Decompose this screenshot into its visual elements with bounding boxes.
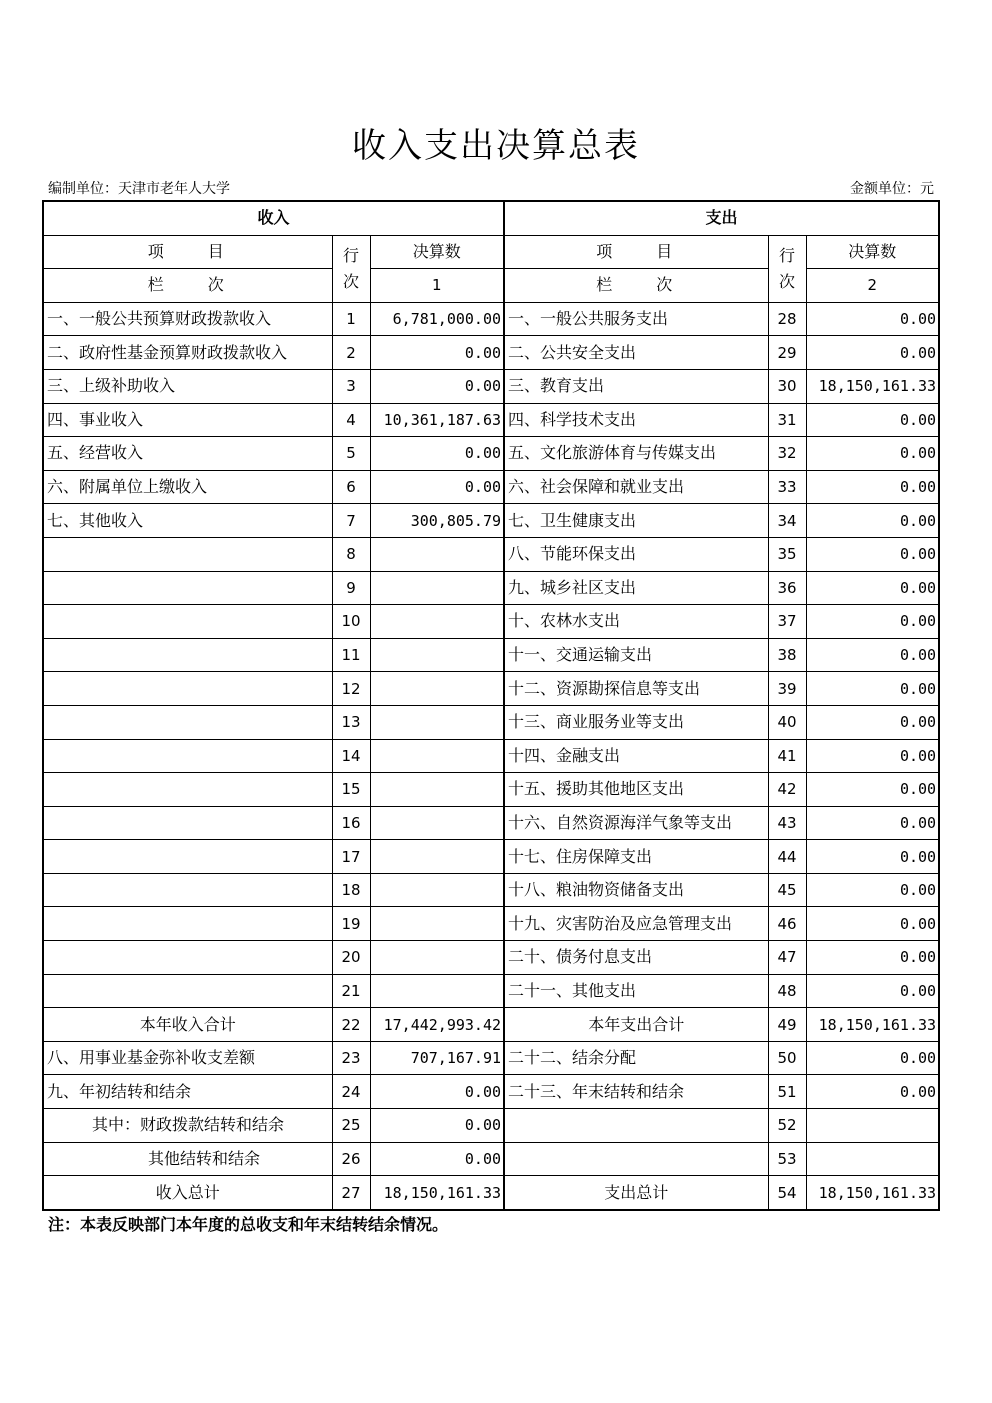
income-amount xyxy=(370,974,504,1008)
expense-item-name: 二十一、其他支出 xyxy=(504,974,768,1008)
income-line-number: 22 xyxy=(332,1008,370,1042)
expense-line-number: 52 xyxy=(768,1109,806,1143)
expense-amount: 0.00 xyxy=(806,302,939,336)
expense-amount: 0.00 xyxy=(806,638,939,672)
table-row xyxy=(43,806,939,840)
income-amount: 300,805.79 xyxy=(370,504,504,538)
expense-line-number: 48 xyxy=(768,974,806,1008)
income-line-number: 14 xyxy=(332,739,370,773)
expense-item-name: 二十、债务付息支出 xyxy=(504,941,768,975)
expense-line-number: 47 xyxy=(768,941,806,975)
income-amount-header: 决算数 xyxy=(370,235,504,269)
income-item-name xyxy=(43,806,332,840)
income-item-name xyxy=(43,773,332,807)
table-row xyxy=(43,1041,939,1075)
table-row xyxy=(43,470,939,504)
page-title: 收入支出决算总表 xyxy=(352,126,640,166)
income-amount: 0.00 xyxy=(370,1109,504,1143)
income-line-number: 6 xyxy=(332,470,370,504)
expense-item-name: 八、节能环保支出 xyxy=(504,537,768,571)
table-row xyxy=(43,739,939,773)
income-line-number: 9 xyxy=(332,571,370,605)
income-item-name xyxy=(43,739,332,773)
expense-line-number: 29 xyxy=(768,336,806,370)
income-line-number: 20 xyxy=(332,941,370,975)
income-amount xyxy=(370,806,504,840)
expense-amount: 0.00 xyxy=(806,941,939,975)
expense-item-name: 支出总计 xyxy=(504,1176,768,1210)
expense-item-name: 二十三、年末结转和结余 xyxy=(504,1075,768,1109)
income-line-header xyxy=(332,235,370,302)
expense-line-number: 37 xyxy=(768,605,806,639)
income-amount xyxy=(370,873,504,907)
income-amount: 0.00 xyxy=(370,336,504,370)
expense-column-label: 栏 次 xyxy=(504,269,768,303)
table-row xyxy=(43,571,939,605)
expense-amount: 0.00 xyxy=(806,437,939,471)
income-item-name: 四、事业收入 xyxy=(43,403,332,437)
expense-item-name: 十八、粮油物资储备支出 xyxy=(504,873,768,907)
income-item-name: 其他结转和结余 xyxy=(43,1142,332,1176)
expense-line-number: 51 xyxy=(768,1075,806,1109)
expense-item-name xyxy=(504,1142,768,1176)
expense-item-name: 十六、自然资源海洋气象等支出 xyxy=(504,806,768,840)
income-item-name: 三、上级补助收入 xyxy=(43,369,332,403)
income-line-number: 3 xyxy=(332,369,370,403)
expense-amount: 0.00 xyxy=(806,403,939,437)
expense-line-number: 33 xyxy=(768,470,806,504)
expense-amount: 18,150,161.33 xyxy=(806,1176,939,1210)
income-line-number: 1 xyxy=(332,302,370,336)
income-item-name: 五、经营收入 xyxy=(43,437,332,471)
expense-amount: 0.00 xyxy=(806,672,939,706)
income-item-name xyxy=(43,571,332,605)
table-row xyxy=(43,773,939,807)
income-item-name xyxy=(43,941,332,975)
expense-amount: 0.00 xyxy=(806,1041,939,1075)
table-row xyxy=(43,302,939,336)
income-amount xyxy=(370,605,504,639)
expense-item-name: 四、科学技术支出 xyxy=(504,403,768,437)
expense-item-name xyxy=(504,1109,768,1143)
expense-amount xyxy=(806,1109,939,1143)
table-body xyxy=(43,201,939,1210)
table-row xyxy=(43,1008,939,1042)
income-item-name: 一、一般公共预算财政拨款收入 xyxy=(43,302,332,336)
income-line-number: 26 xyxy=(332,1142,370,1176)
expense-line-number: 32 xyxy=(768,437,806,471)
table-row xyxy=(43,672,939,706)
income-line-number: 18 xyxy=(332,873,370,907)
income-line-number: 21 xyxy=(332,974,370,1008)
income-amount: 0.00 xyxy=(370,437,504,471)
expense-item-name: 二十二、结余分配 xyxy=(504,1041,768,1075)
income-amount xyxy=(370,705,504,739)
income-amount xyxy=(370,571,504,605)
income-column-label: 栏 次 xyxy=(43,269,332,303)
expense-column-number: 2 xyxy=(806,269,939,303)
income-line-number: 5 xyxy=(332,437,370,471)
income-amount xyxy=(370,773,504,807)
income-line-number: 4 xyxy=(332,403,370,437)
income-amount: 0.00 xyxy=(370,369,504,403)
expense-amount: 0.00 xyxy=(806,806,939,840)
expense-item-name: 九、城乡社区支出 xyxy=(504,571,768,605)
table-row xyxy=(43,1109,939,1143)
income-item-name xyxy=(43,840,332,874)
expense-amount: 0.00 xyxy=(806,907,939,941)
table-row xyxy=(43,437,939,471)
income-amount xyxy=(370,672,504,706)
expense-item-header: 项 目 xyxy=(504,235,768,269)
expense-line-header xyxy=(768,235,806,302)
income-item-name xyxy=(43,907,332,941)
currency-unit: 金额单位：元 xyxy=(850,181,934,197)
income-line-number: 10 xyxy=(332,605,370,639)
expense-amount: 0.00 xyxy=(806,705,939,739)
income-line-number: 27 xyxy=(332,1176,370,1210)
expense-amount: 0.00 xyxy=(806,840,939,874)
income-amount: 17,442,993.42 xyxy=(370,1008,504,1042)
income-line-number: 7 xyxy=(332,504,370,538)
expense-amount: 0.00 xyxy=(806,537,939,571)
expense-amount: 0.00 xyxy=(806,605,939,639)
income-item-name: 七、其他收入 xyxy=(43,504,332,538)
income-line-number: 15 xyxy=(332,773,370,807)
income-line-number: 24 xyxy=(332,1075,370,1109)
expense-item-name: 十二、资源勘探信息等支出 xyxy=(504,672,768,706)
table-row xyxy=(43,873,939,907)
income-section-header: 收入 xyxy=(43,201,504,235)
income-expense-table xyxy=(42,200,940,1211)
income-line-number: 8 xyxy=(332,537,370,571)
table-row xyxy=(43,1142,939,1176)
expense-line-number: 44 xyxy=(768,840,806,874)
expense-line-number: 49 xyxy=(768,1008,806,1042)
expense-amount: 0.00 xyxy=(806,873,939,907)
income-item-name xyxy=(43,638,332,672)
income-item-name xyxy=(43,537,332,571)
income-line-number: 23 xyxy=(332,1041,370,1075)
column-header-row xyxy=(43,235,939,269)
expense-item-name: 十三、商业服务业等支出 xyxy=(504,705,768,739)
income-amount xyxy=(370,638,504,672)
expense-amount-header: 决算数 xyxy=(806,235,939,269)
expense-amount: 0.00 xyxy=(806,504,939,538)
income-item-name xyxy=(43,873,332,907)
income-amount: 0.00 xyxy=(370,1075,504,1109)
income-line-number: 19 xyxy=(332,907,370,941)
income-item-name: 九、年初结转和结余 xyxy=(43,1075,332,1109)
expense-item-name: 五、文化旅游体育与传媒支出 xyxy=(504,437,768,471)
table-row xyxy=(43,907,939,941)
expense-amount: 0.00 xyxy=(806,974,939,1008)
expense-line-number: 28 xyxy=(768,302,806,336)
expense-item-name: 本年支出合计 xyxy=(504,1008,768,1042)
income-amount xyxy=(370,907,504,941)
expense-item-name: 十五、援助其他地区支出 xyxy=(504,773,768,807)
expense-line-number: 46 xyxy=(768,907,806,941)
expense-line-number: 41 xyxy=(768,739,806,773)
income-line-header-text: 行次 xyxy=(343,245,360,291)
income-item-header: 项 目 xyxy=(43,235,332,269)
expense-amount xyxy=(806,1142,939,1176)
table-row xyxy=(43,638,939,672)
income-item-name xyxy=(43,974,332,1008)
income-item-name: 二、政府性基金预算财政拨款收入 xyxy=(43,336,332,370)
table-row xyxy=(43,504,939,538)
expense-amount: 0.00 xyxy=(806,739,939,773)
expense-line-number: 50 xyxy=(768,1041,806,1075)
expense-line-number: 40 xyxy=(768,705,806,739)
expense-line-number: 31 xyxy=(768,403,806,437)
expense-item-name: 七、卫生健康支出 xyxy=(504,504,768,538)
expense-line-number: 43 xyxy=(768,806,806,840)
expense-item-name: 一、一般公共服务支出 xyxy=(504,302,768,336)
income-amount: 6,781,000.00 xyxy=(370,302,504,336)
expense-amount: 0.00 xyxy=(806,571,939,605)
income-amount: 707,167.91 xyxy=(370,1041,504,1075)
table-row xyxy=(43,537,939,571)
table-row xyxy=(43,605,939,639)
expense-item-name: 二、公共安全支出 xyxy=(504,336,768,370)
expense-item-name: 十一、交通运输支出 xyxy=(504,638,768,672)
expense-item-name: 六、社会保障和就业支出 xyxy=(504,470,768,504)
income-item-name: 本年收入合计 xyxy=(43,1008,332,1042)
income-amount: 10,361,187.63 xyxy=(370,403,504,437)
expense-item-name: 十九、灾害防治及应急管理支出 xyxy=(504,907,768,941)
income-item-name: 六、附属单位上缴收入 xyxy=(43,470,332,504)
income-item-name: 八、用事业基金弥补收支差额 xyxy=(43,1041,332,1075)
expense-line-number: 39 xyxy=(768,672,806,706)
expense-amount: 0.00 xyxy=(806,336,939,370)
income-item-name: 收入总计 xyxy=(43,1176,332,1210)
expense-line-number: 30 xyxy=(768,369,806,403)
expense-amount: 0.00 xyxy=(806,1075,939,1109)
expense-line-number: 53 xyxy=(768,1142,806,1176)
table-row xyxy=(43,369,939,403)
income-line-number: 17 xyxy=(332,840,370,874)
income-column-number: 1 xyxy=(370,269,504,303)
table-row xyxy=(43,1176,939,1210)
expense-item-name: 十四、金融支出 xyxy=(504,739,768,773)
income-item-name xyxy=(43,672,332,706)
table-row xyxy=(43,840,939,874)
income-amount: 0.00 xyxy=(370,470,504,504)
expense-line-number: 54 xyxy=(768,1176,806,1210)
income-line-number: 12 xyxy=(332,672,370,706)
section-header-row xyxy=(43,201,939,235)
income-line-number: 16 xyxy=(332,806,370,840)
expense-item-name: 三、教育支出 xyxy=(504,369,768,403)
income-line-number: 11 xyxy=(332,638,370,672)
expense-line-number: 35 xyxy=(768,537,806,571)
footnote: 注：本表反映部门本年度的总收支和年末结转结余情况。 xyxy=(48,1215,449,1234)
income-item-name: 其中：财政拨款结转和结余 xyxy=(43,1109,332,1143)
income-item-name xyxy=(43,705,332,739)
table-row xyxy=(43,336,939,370)
income-line-number: 25 xyxy=(332,1109,370,1143)
table-row xyxy=(43,974,939,1008)
expense-amount: 0.00 xyxy=(806,773,939,807)
expense-section-header: 支出 xyxy=(504,201,939,235)
expense-line-number: 45 xyxy=(768,873,806,907)
expense-item-name: 十、农林水支出 xyxy=(504,605,768,639)
expense-line-number: 42 xyxy=(768,773,806,807)
expense-line-header-text: 行次 xyxy=(779,245,796,291)
income-amount xyxy=(370,941,504,975)
table-row xyxy=(43,705,939,739)
income-amount xyxy=(370,537,504,571)
expense-amount: 18,150,161.33 xyxy=(806,1008,939,1042)
income-amount: 18,150,161.33 xyxy=(370,1176,504,1210)
income-amount xyxy=(370,840,504,874)
income-amount: 0.00 xyxy=(370,1142,504,1176)
income-line-number: 13 xyxy=(332,705,370,739)
income-amount xyxy=(370,739,504,773)
expense-line-number: 38 xyxy=(768,638,806,672)
expense-line-number: 34 xyxy=(768,504,806,538)
table-row xyxy=(43,1075,939,1109)
table-row xyxy=(43,941,939,975)
compiling-unit: 编制单位：天津市老年人大学 xyxy=(48,181,230,197)
expense-amount: 18,150,161.33 xyxy=(806,369,939,403)
expense-item-name: 十七、住房保障支出 xyxy=(504,840,768,874)
expense-amount: 0.00 xyxy=(806,470,939,504)
income-line-number: 2 xyxy=(332,336,370,370)
income-item-name xyxy=(43,605,332,639)
table-row xyxy=(43,403,939,437)
expense-line-number: 36 xyxy=(768,571,806,605)
